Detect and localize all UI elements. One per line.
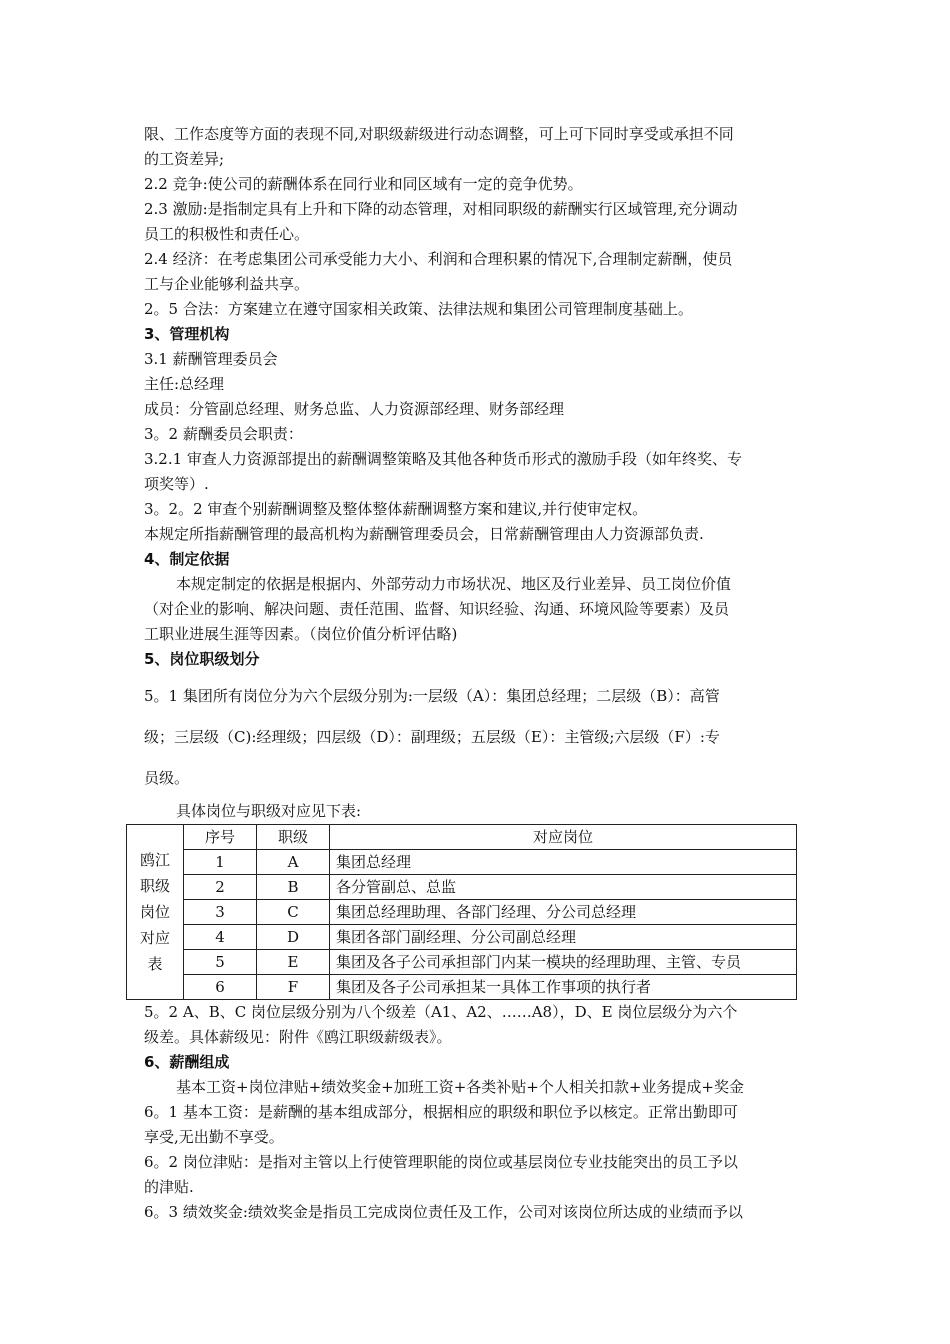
text-line: 员工的积极性和责任心。: [144, 225, 310, 243]
table-side-label: 鸥江 职级 岗位 对应 表: [127, 825, 184, 1000]
table-cell: 1: [184, 850, 257, 875]
table-row: [127, 875, 797, 900]
text-line: 2。5 合法：方案建立在遵守国家相关政策、法律法规和集团公司管理制度基础上。: [144, 300, 693, 318]
table-cell: 5: [184, 950, 257, 975]
text-line: 2.4 经济：在考虑集团公司承受能力大小、利润和合理积累的情况下,合理制定薪酬，使员: [144, 250, 733, 268]
table-header-row: [127, 825, 797, 850]
table-cell: F: [257, 975, 330, 1000]
table-cell: B: [257, 875, 330, 900]
table-row: [127, 900, 797, 925]
table-header: 对应岗位: [330, 825, 797, 850]
text-line: 工职业进展生涯等因素。（岗位价值分析评估略): [144, 625, 458, 643]
table-cell: 集团总经理: [330, 850, 797, 875]
text-line: 2.2 竞争:使公司的薪酬体系在同行业和同区域有一定的竞争优势。: [144, 175, 583, 193]
section-heading: 4、制定依据: [144, 550, 230, 568]
table-row: [127, 925, 797, 950]
document-page: [139, 122, 814, 1225]
text-line: 级差。具体薪级见：附件《鸥江职级薪级表》。: [144, 1028, 452, 1046]
table-row: [127, 950, 797, 975]
table-cell: 集团总经理助理、各部门经理、分公司总经理: [330, 900, 797, 925]
text-line: 的津贴.: [144, 1178, 194, 1196]
table-cell: 4: [184, 925, 257, 950]
section-heading: 5、岗位职级划分: [144, 650, 260, 668]
text-line: 享受,无出勤不享受。: [144, 1128, 284, 1146]
grade-table: [126, 824, 797, 1000]
text-line: （对企业的影响、解决问题、责任范围、监督、知识经验、沟通、环境风险等要素）及员: [144, 600, 730, 618]
table-cell: D: [257, 925, 330, 950]
table-cell: 集团及各子公司承担某一具体工作事项的执行者: [330, 975, 797, 1000]
table-row: [127, 975, 797, 1000]
table-cell: C: [257, 900, 330, 925]
section-heading: 3、管理机构: [144, 325, 230, 343]
text-line: 3。2 薪酬委员会职责：: [144, 425, 303, 443]
table-cell: A: [257, 850, 330, 875]
text-line: 6。2 岗位津贴：是指对主管以上行使管理职能的岗位或基层岗位专业技能突出的员工予以: [144, 1153, 738, 1171]
table-intro: 具体岗位与职级对应见下表:: [176, 802, 362, 820]
text-line: 员级。: [144, 769, 190, 787]
text-line: 本规定所指薪酬管理的最高机构为薪酬管理委员会，日常薪酬管理由人力资源部负责.: [144, 525, 704, 543]
text-line: 工与企业能够利益共享。: [144, 275, 310, 293]
text-line: 5。1 集团所有岗位分为六个层级分别为:一层级（A）：集团总经理；二层级（B）：高管: [144, 687, 720, 705]
table-cell: 6: [184, 975, 257, 1000]
text-line: 本规定制定的依据是根据内、外部劳动力市场状况、地区及行业差异、员工岗位价值: [176, 575, 732, 593]
section-heading: 6、薪酬组成: [144, 1053, 230, 1071]
text-line: 5。2 A、B、C 岗位层级分别为八个级差（A1、A2、……A8），D、E 岗位层级分为六个: [144, 1003, 738, 1021]
table-cell: 各分管副总、总监: [330, 875, 797, 900]
text-line: 6。1 基本工资：是薪酬的基本组成部分，根据相应的职级和职位予以核定。正常出勤即可: [144, 1103, 738, 1121]
salary-formula: 基本工资+岗位津贴+绩效奖金+加班工资+各类补贴+个人相关扣款+业务提成+奖金: [176, 1078, 744, 1096]
text-line: 2.3 激励:是指制定具有上升和下降的动态管理，对相同职级的薪酬实行区域管理,充分调动: [144, 200, 738, 218]
text-line: 级；三层级（C):经理级；四层级（D）：副理级；五层级（E）：主管级;六层级（F）:专: [144, 728, 720, 746]
text-line: 限、工作态度等方面的表现不同,对职级薪级进行动态调整，可上可下同时享受或承担不同: [144, 125, 734, 143]
table-cell: 集团各部门副经理、分公司副总经理: [330, 925, 797, 950]
text-line: 的工资差异;: [144, 150, 225, 168]
text-line: 成员：分管副总经理、财务总监、人力资源部经理、财务部经理: [144, 400, 565, 418]
text-line: 6。3 绩效奖金:绩效奖金是指员工完成岗位责任及工作，公司对该岗位所达成的业绩而予以: [144, 1203, 743, 1221]
table-header: 职级: [257, 825, 330, 850]
text-line: 3.1 薪酬管理委员会: [144, 350, 278, 368]
table-header: 序号: [184, 825, 257, 850]
table-row: [127, 850, 797, 875]
table-cell: 集团及各子公司承担部门内某一模块的经理助理、主管、专员: [330, 950, 797, 975]
table-cell: E: [257, 950, 330, 975]
text-line: 3.2.1 审查人力资源部提出的薪酬调整策略及其他各种货币形式的激励手段（如年终奖、专: [144, 450, 742, 468]
text-line: 主任:总经理: [144, 375, 225, 393]
table-cell: 2: [184, 875, 257, 900]
text-line: 3。2。2 审查个别薪酬调整及整体整体薪酬调整方案和建议,并行使审定权。: [144, 500, 648, 518]
intro-lines: [144, 122, 814, 322]
text-line: 项奖等）.: [144, 475, 209, 493]
table-cell: 3: [184, 900, 257, 925]
